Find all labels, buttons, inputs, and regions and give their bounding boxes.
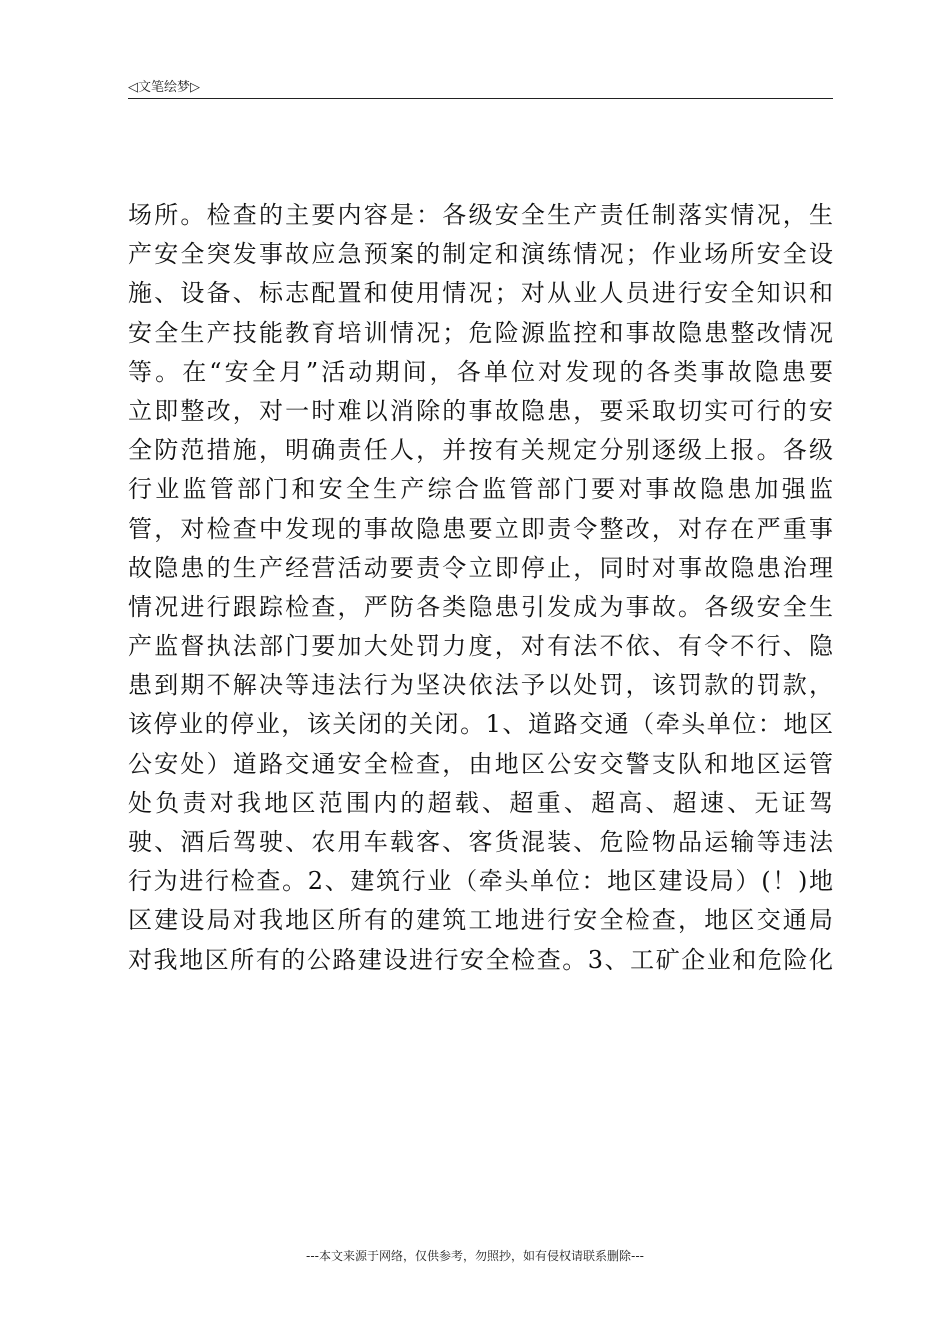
body-line: 区建设局对我地区所有的建筑工地进行安全检查，地区交通局 bbox=[128, 906, 833, 935]
body-line: 立即整改，对一时难以消除的事故隐患，要采取切实可行的安 bbox=[128, 396, 833, 425]
body-line: 全防范措施，明确责任人，并按有关规定分别逐级上报。各级 bbox=[128, 436, 833, 465]
body-line: 情况进行跟踪检查，严防各类隐患引发成为事故。各级安全生 bbox=[128, 592, 833, 621]
body-line: 驶、酒后驾驶、农用车载客、客货混装、危险物品运输等违法 bbox=[128, 828, 833, 856]
body-line: 行业监管部门和安全生产综合监管部门要对事故隐患加强监 bbox=[128, 475, 833, 504]
body-line: 公安处）道路交通安全检查，由地区公安交警支队和地区运管 bbox=[128, 749, 833, 778]
page-header bbox=[128, 74, 833, 99]
body-line: 患到期不解决等违法行为坚决依法予以处罚，该罚款的罚款， bbox=[128, 671, 833, 700]
body-line: 故隐患的生产经营活动要责令立即停止，同时对事故隐患治理 bbox=[128, 553, 833, 582]
body-line: 该停业的停业，该关闭的关闭。1、道路交通（牵头单位：地区 bbox=[128, 710, 833, 739]
document-body bbox=[128, 196, 833, 980]
body-line: 场所。检查的主要内容是：各级安全生产责任制落实情况，生 bbox=[128, 201, 833, 229]
body-line: 等。在“安全月”活动期间，各单位对发现的各类事故隐患要 bbox=[128, 357, 833, 386]
body-line: 对我地区所有的公路建设进行安全检查。3、工矿企业和危险化 bbox=[128, 945, 833, 974]
body-line: 管，对检查中发现的事故隐患要立即责令整改，对存在严重事 bbox=[128, 514, 833, 543]
header-title: ◁文笔绘梦▷ bbox=[128, 80, 200, 95]
body-line: 处负责对我地区范围内的超载、超重、超高、超速、无证驾 bbox=[128, 788, 833, 817]
body-line: 安全生产技能教育培训情况；危险源监控和事故隐患整改情况 bbox=[128, 318, 833, 347]
footer-disclaimer: ---本文来源于网络，仅供参考，勿照抄，如有侵权请联系删除--- bbox=[306, 1249, 644, 1263]
body-line: 产监督执法部门要加大处罚力度，对有法不依、有令不行、隐 bbox=[128, 632, 833, 661]
body-line: 产安全突发事故应急预案的制定和演练情况；作业场所安全设 bbox=[128, 240, 833, 269]
body-line: 行为进行检查。2、建筑行业（牵头单位：地区建设局）(！)地 bbox=[128, 867, 833, 896]
body-line: 施、设备、标志配置和使用情况；对从业人员进行安全知识和 bbox=[128, 279, 833, 308]
